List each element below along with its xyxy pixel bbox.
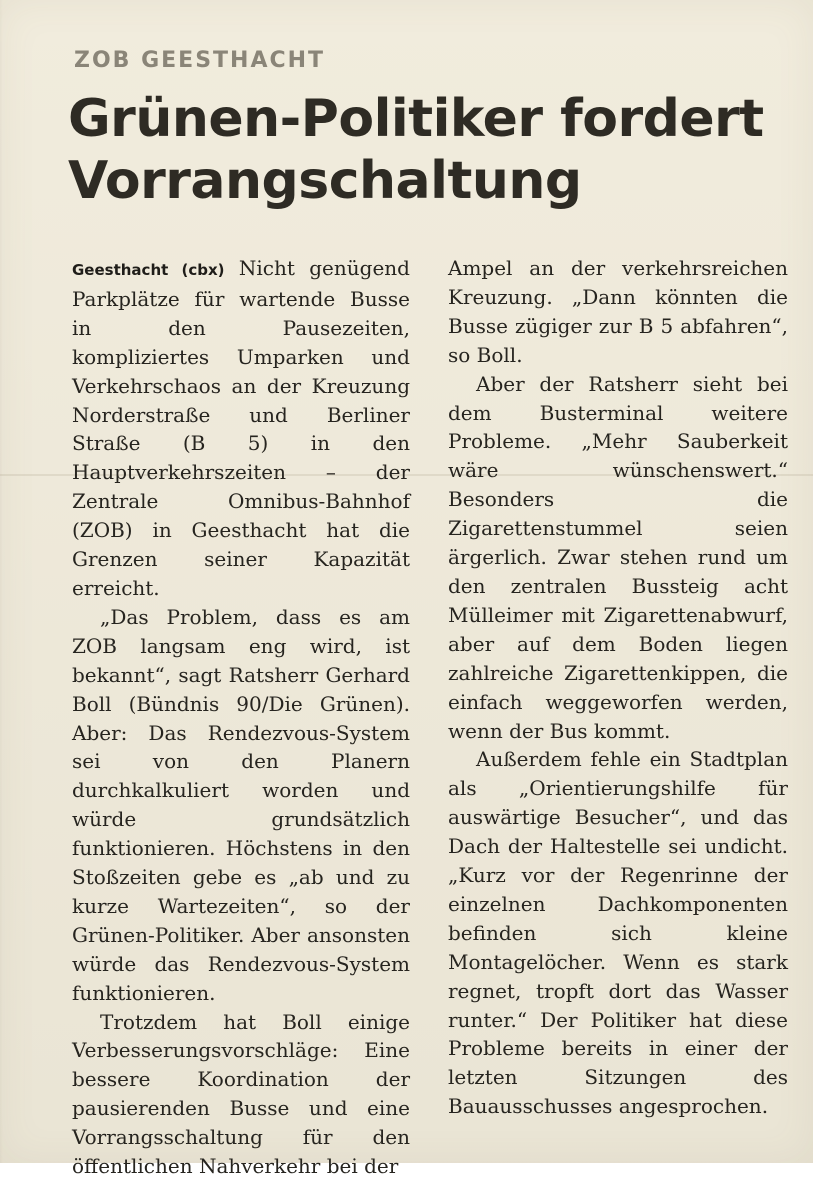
paragraph-1 — [72, 254, 410, 603]
article-dateline: Geesthacht (cbx) — [72, 261, 225, 279]
paragraph-1-text: Nicht genügend Parkplätze für wartende Busse in den Pausezeiten, kompliziertes Umparken und Verkehrschaos an der Kreuzung Norderstraße und Berliner Straße (B 5) in den Hauptverkehrszeiten – der Zentrale Omnibus-Bahnhof (ZOB) in Geesthacht hat die Grenzen seiner Kapazität erreicht. — [72, 256, 410, 600]
article-column-left — [72, 254, 410, 1181]
paragraph-2: „Das Problem, dass es am ZOB langsam eng wird, ist bekannt“, sagt Ratsherr Gerhard Boll (Bündnis 90/Die Grünen). Aber: Das Rendezvous-System sei von den Planern durchkalkuliert worden und würde grundsätzlich funktionieren. Höchstens in den Stoßzeiten gebe es „ab und zu kurze Wartezeiten“, so der Grünen-Politiker. Aber ansonsten würde das Rendezvous-System funktionieren. — [72, 604, 410, 1005]
article-headline: Grünen-Politiker fordert Vorrangschaltung — [68, 89, 764, 211]
paragraph-5: Aber der Ratsherr sieht bei dem Busterminal weitere Probleme. „Mehr Sauberkeit wäre wünschenswert.“ Besonders die Zigarettenstummel seien ärgerlich. Zwar stehen rund um den zentralen Bussteig acht Mülleimer mit Zigarettenabwurf, aber auf dem Boden liegen zahlreiche Zigarettenkippen, die einfach weggeworfen werden, wenn der Bus kommt. — [448, 371, 788, 743]
article-kicker: ZOB GEESTHACHT — [74, 48, 326, 73]
paragraph-6: Außerdem fehle ein Stadtplan als „Orientierungshilfe für auswärtige Besucher“, und das Dach der Haltestelle sei undicht. „Kurz vor der Regenrinne der einzelnen Dachkomponenten befinden sich kleine Montagelöcher. Wenn es stark regnet, tropft dort das Wasser runter.“ Der Politiker hat diese Probleme bereits in einer der letzten Sitzungen des Bauausschusses angesprochen. — [448, 747, 788, 1119]
article-column-right — [448, 254, 788, 1121]
paragraph-3: Trotzdem hat Boll einige Verbesserungsvorschläge: Eine bessere Koordination der pausierenden Busse und eine Vorrangsschaltung für den öffentlichen Nahverkehr bei der — [72, 1009, 410, 1179]
paragraph-4: Ampel an der verkehrsreichen Kreuzung. „Dann könnten die Busse zügiger zur B 5 abfahren“, so Boll. — [448, 256, 788, 367]
